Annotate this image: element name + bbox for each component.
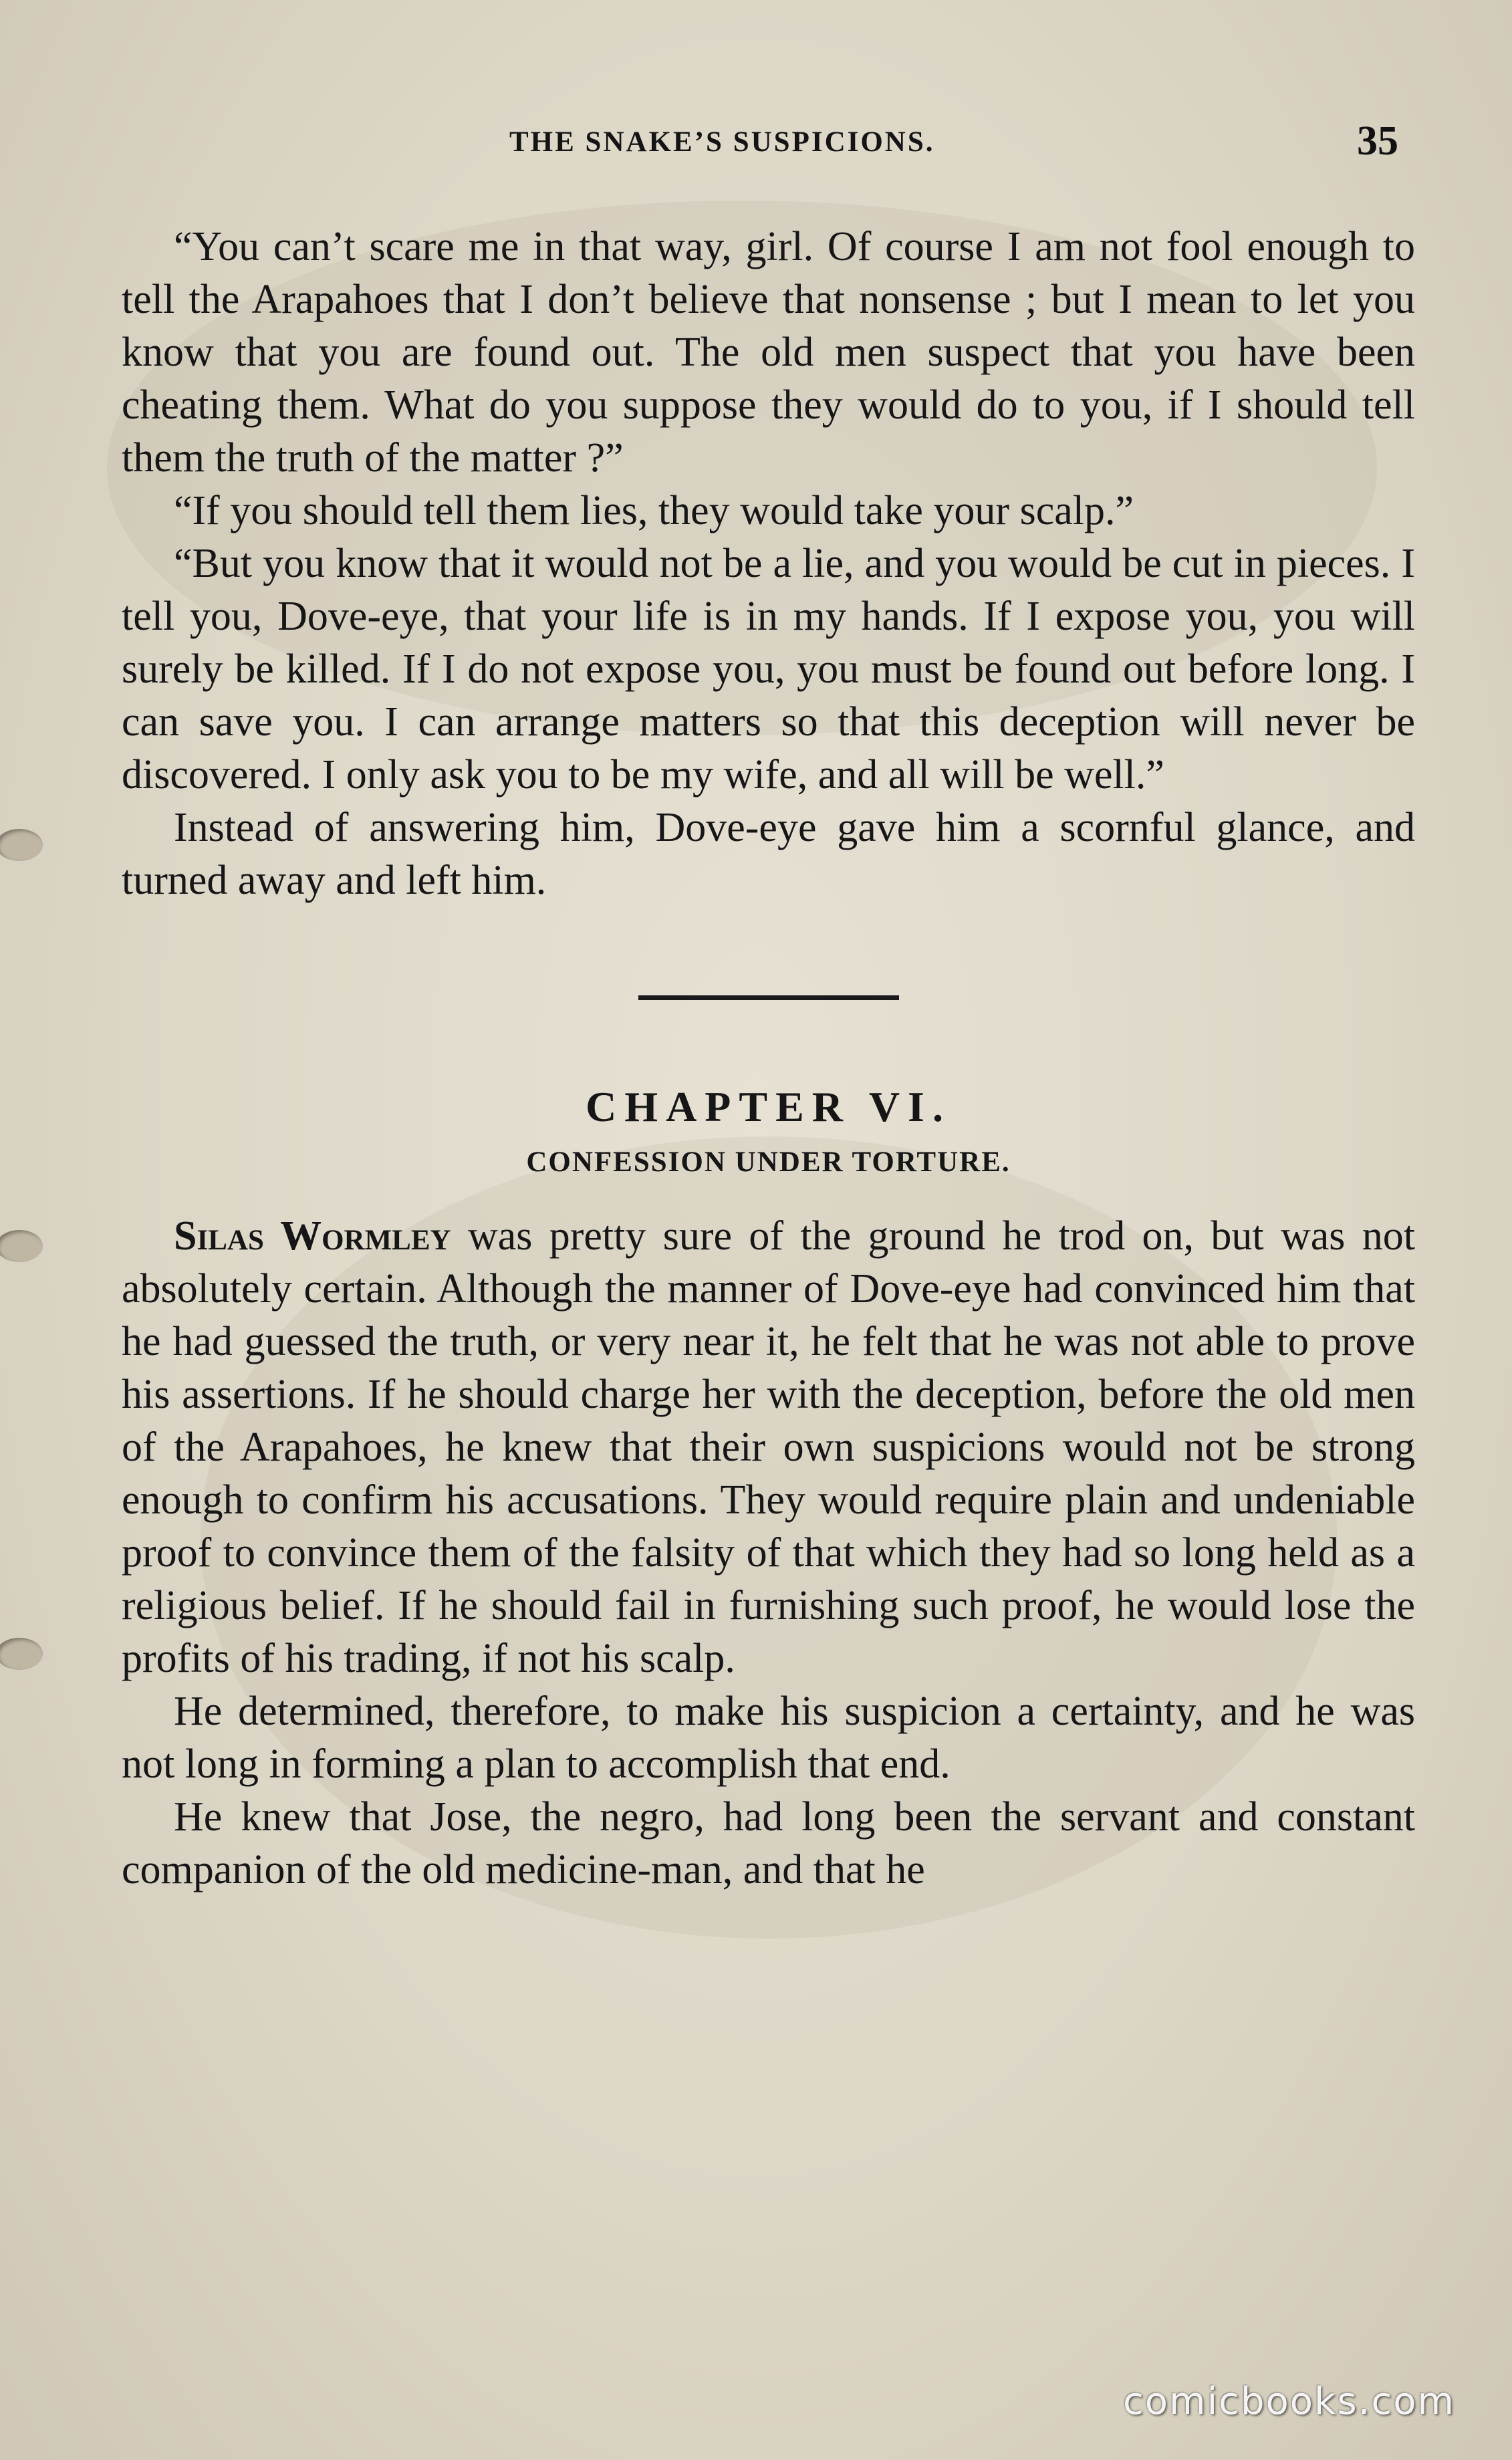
chapter-title: CHAPTER VI. <box>586 1083 951 1130</box>
paragraph: “If you should tell them lies, they would take your scalp.” <box>174 488 1134 533</box>
page-number: 35 <box>1357 118 1398 164</box>
paragraph: Instead of answering him, Dove-eye gave him a scornful glance, and turned away and left him. <box>122 805 1415 903</box>
paragraph: “But you know that it would not be a lie, and you would be cut in pieces. I tell you, Dove-eye, that your life is in my hands. If I expose you, you will surely be killed. If I do not expose you, you must be found out before long. I can save you. I can arrange matters so that this deception will never be discovered. I only ask you to be my wife, and all will be well.” <box>122 541 1415 797</box>
watermark: comicbooks.com <box>1123 2380 1456 2423</box>
paragraph: “You can’t scare me in that way, girl. Of course I am not fool enough to tell the Arapahoes that I don’t believe that nonsense ; but I mean to let you know that you are found out. The old men suspect that you have been cheating them. What do you suppose they would do to you, if I should tell them the truth of the matter ?” <box>122 224 1415 481</box>
running-title: THE SNAKE’S SUSPICIONS. <box>509 126 935 158</box>
binding-hole <box>0 1638 43 1670</box>
page-header <box>0 118 1512 166</box>
paragraph: He knew that Jose, the negro, had long been the servant and constant companion of the old medicine-man, and that he <box>122 1794 1415 1892</box>
body-text <box>122 221 1415 1896</box>
paragraph: He determined, therefore, to make his suspicion a certainty, and he was not long in forming a plan to accomplish that end. <box>122 1689 1415 1787</box>
chapter-opening-paragraph <box>122 1210 1415 1685</box>
binding-hole <box>0 1230 43 1262</box>
character-name: Silas Wormley <box>174 1213 451 1259</box>
binding-hole <box>0 829 43 861</box>
section-rule <box>638 995 899 1000</box>
chapter-subtitle: CONFESSION UNDER TORTURE. <box>526 1146 1011 1178</box>
paragraph-text: was pretty sure of the ground he trod on, but was not absolutely certain. Although the manner of Dove-eye had convinced him that he had guessed the truth, or very near it, he felt that he was not able to prove his assertions. If he should charge her with the deception, before the old men of the Arapahoes, he knew that their own suspicions would not be strong enough to confirm his accusations. They would require plain and undeniable proof to convince them of the falsity of that which they had so long held as a religious belief. If he should fail in furnishing such proof, he would lose the profits of his trading, if not his scalp. <box>122 1213 1415 1681</box>
